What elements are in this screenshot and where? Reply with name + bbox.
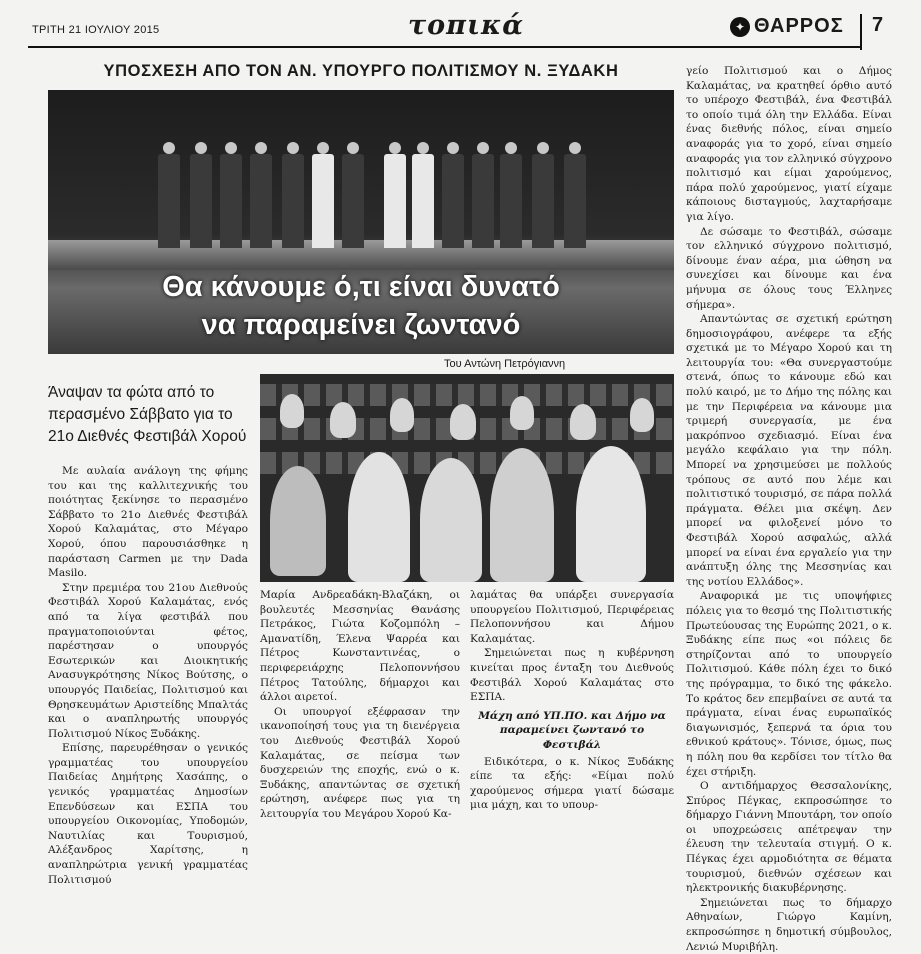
- paragraph: Επίσης, παρευρέθησαν ο γενικός γραμματέας του υπουργείου Παιδείας Δημήτρης Χασάπης, ο γενικός γραμματέας Δημοσίων Επενδύσεων και ΕΣΠΑ του υπουργείου Οικονομίας, Υποδομών, Ναυτιλίας και Τουρισμού, Αλέξανδρος Χαρίτσης, η αναπληρώτρια γενική γραμματέας Πολιτισμού: [48, 742, 248, 886]
- paragraph: Οι υπουργοί εξέφρασαν την ικανοποίησή τους για τη διενέργεια του Διεθνούς Φεστιβάλ Χορού Καλαμάτας, σε πείσμα των δυσχερειών της εποχής, ενώ ο κ. Ξυδάκης, απαντώντας σε σχετική ερώτηση, ανέφερε πως για τη λειτουργία του Μεγάρου Χορού Κα-: [260, 705, 460, 820]
- audience-member: [630, 398, 654, 432]
- audience-member: [280, 394, 304, 428]
- performer-figure: [342, 142, 364, 248]
- audience-member: [270, 466, 326, 576]
- performer-figure: [412, 142, 434, 248]
- seat-row: [260, 384, 674, 406]
- paragraph: Ο αντιδήμαρχος Θεσσαλονίκης, Σπύρος Πέγκας, εκπροσώπησε το δήμαρχο Γιάννη Μπουτάρη, τον οποίο οι υποχρεώσεις απέτρεψαν την έλευση την τελευταία στιγμή. Ο κ. Πέγκας έχει αρμοδιότητα σε θέματα τουρισμού, διεθνών σχέσεων και ηλεκτρονικής διακυβέρνησης.: [686, 780, 892, 895]
- header-divider: [860, 14, 862, 50]
- paragraph: Δε σώσαμε το Φεστιβάλ, σώσαμε τον ελληνικό σύγχρονο πολιτισμό, δίνουμε έναν αέρα, μια ώθηση να συνεχίσει και δίνουμε και ένα μήνυμα σε όλους τους Έλληνες σήμερα».: [686, 225, 892, 311]
- article-lead: Άναψαν τα φώτα από το περασμένο Σάββατο για το 21ο Διεθνές Φεστιβάλ Χορού: [48, 384, 247, 445]
- paragraph: Με αυλαία ανάλογη της φήμης του και της καλλιτεχνικής του ποιότητας ξεκίνησε το περασμένο Σάββατο το 21ο Διεθνές Φεστιβάλ Χορού Καλαμάτας, στο Μέγαρο Χορού, όπου παρουσιάσθηκε η παράσταση Carmen με την Dada Masilo.: [48, 465, 248, 580]
- photo-title-line2: να παραμείνει ζωντανό: [201, 309, 521, 341]
- audience-member: [450, 404, 476, 440]
- performer-figure: [564, 142, 586, 248]
- paragraph: γείο Πολιτισμού και ο Δήμος Καλαμάτας, να κρατηθεί όρθιο αυτό το υπέροχο Φεστιβάλ, ένα Φεστιβάλ το οποίο τιμά όλη την Ελλάδα. Είναι ένας διεθνής πόλος, είναι σημείο αναφοράς για το χορό, είναι σημείο αναφοράς για τον ελληνικό σύγχρονο πολιτισμό και είμαι χαρούμενος, πάρα πολύ χαρούμενος, γιατί είχαμε κάποιους δισταγμούς, λαχταρήσαμε για λίγο.: [686, 65, 892, 223]
- paragraph: Στην πρεμιέρα του 21ου Διεθνούς Φεστιβάλ Χορού Καλαμάτας, ενός από τα λίγα φεστιβάλ που πραγματοποιούνται φέτος, παρέστησαν ο υπουργός Εσωτερικών και Διοικητικής Ανασυγκρότησης Νίκος Βούτσης, ο υπουργός Παιδείας, Πολιτισμού και Θρησκευμάτων Αριστείδης Μπαλτάς και ο αναπληρωτής υπουργός Πολιτισμού Νίκος Ξυδάκης.: [48, 581, 248, 740]
- performer-figure: [442, 142, 464, 248]
- audience-photo: [260, 374, 674, 582]
- audience-member: [330, 402, 356, 438]
- article-headline: ΥΠΟΣΧΕΣΗ ΑΠΟ ΤΟΝ ΑΝ. ΥΠΟΥΡΓΟ ΠΟΛΙΤΙΣΜΟΥ Ν. ΞΥΔΑΚΗ: [103, 62, 619, 80]
- paragraph: Απαντώντας σε σχετική ερώτηση δημοσιογράφου, ανέφερε τα εξής σχετικά με το Μέγαρο Χορού και τη λειτουργία του: «Θα συνεργαστούμε στενά, όπως το κάνουμε εδώ και πολύ καιρό, με το Δήμο της πόλης και με την Περιφέρεια να κάνουμε μια τριμερή συνεργασία, με ένα μακρόπνοο σχεδιασμό. Είναι ένα μεγάλο κεφάλαιο για την πόλη. Μπορεί να χρησιμεύσει με πολλούς τρόπους σε αυτό που λέμε και πολιτιστικό τουρισμό, σε πάρα πολλά πράγματα. Θέλει μια σκέψη. Δεν μπορεί να φιλοξενεί μόνο το Φεστιβάλ Χορού ασφαλώς, αλλά μπορεί να είναι ένα εργαλείο για την ανάπτυξη όλης της Μεσσηνίας και της νοτίου Ελλάδος».: [686, 313, 892, 588]
- text-column-4: [686, 64, 892, 953]
- audience-member: [420, 458, 482, 582]
- photo-title-line1: Θα κάνουμε ό,τι είναι δυνατό: [162, 271, 560, 303]
- paragraph: Αναφορικά με τις υποψήφιες πόλεις για το θεσμό της Πολιτιστικής Πρωτεύουσας της Ευρώπης 2021, ο κ. Ξυδάκης είπε πως «οι πόλεις δε στηρίζονται από το υπουργείο Πολιτισμού. Κάθε πόλη έχει το δικό της πρόγραμμα, το δικό της φάκελο. Το κράτος δεν επεμβαίνει σε αυτά τα πράγματα, είναι ένας ευρωπαϊκός διαγωνισμός, ξεπερνά τα όρια του εθνικού κράτους». Τόνισε, όμως, πως η πόλη που θα κερδίσει τον τίτλο θα έχει στήριξη.: [686, 590, 892, 778]
- header-rule: [28, 46, 862, 48]
- performer-figure: [532, 142, 554, 248]
- newspaper-name: ΘΑΡΡΟΣ: [754, 15, 844, 37]
- performer-figure: [312, 142, 334, 248]
- performer-figure: [500, 142, 522, 248]
- audience-member: [570, 404, 596, 440]
- performer-figure: [282, 142, 304, 248]
- audience-member: [490, 448, 554, 582]
- subheading: Μάχη από ΥΠ.ΠΟ. και Δήμο να παραμείνει ζωντανό το Φεστιβάλ: [478, 709, 666, 751]
- audience-member: [390, 398, 414, 432]
- performer-figure: [158, 142, 180, 248]
- emblem-icon: ✦: [730, 17, 750, 37]
- text-column-1: [48, 464, 248, 886]
- performer-figure: [190, 142, 212, 248]
- paragraph: Σημειώνεται πως το δήμαρχο Αθηναίων, Γιώργο Καμίνη, εκπροσώπησε η δημοτική σύμβουλος, Λενιώ Μυριβήλη.: [686, 896, 892, 953]
- photo-overlay-title: [48, 268, 674, 344]
- performer-figure: [384, 142, 406, 248]
- audience-member: [510, 396, 534, 430]
- paragraph: Σημειώνεται πως η κυβέρνηση κινείται προς ένταξη του Διεθνούς Φεστιβάλ Χορού Καλαμάτας στο ΕΣΠΑ.: [470, 647, 674, 704]
- page-number: 7: [872, 14, 884, 36]
- text-column-2: [260, 588, 460, 820]
- performer-figure: [220, 142, 242, 248]
- issue-date: ΤΡΙΤΗ 21 ΙΟΥΛΙΟΥ 2015: [32, 24, 160, 36]
- audience-member: [348, 452, 410, 582]
- stage-photo: [48, 90, 674, 354]
- performer-figure: [250, 142, 272, 248]
- text-column-3: [470, 588, 674, 812]
- paragraph: Ειδικότερα, ο κ. Νίκος Ξυδάκης είπε τα εξής: «Είμαι πολύ χαρούμενος σήμερα γιατί δώσαμε μια μάχη, και το υπουρ-: [470, 755, 674, 812]
- newspaper-logo: [730, 15, 844, 38]
- section-title: τοπικά: [408, 10, 525, 41]
- performer-figure: [472, 142, 494, 248]
- paragraph: Μαρία Ανδρεαδάκη-Βλαζάκη, οι βουλευτές Μεσσηνίας Θανάσης Πετράκος, Γιώτα Κοζομπόλη – Αμανατίδη, Έλενα Ψαρρέα και Πέτρος Κωνσταντινέας, ο περιφερειάρχης Πελοποννήσου Πέτρος Τατούλης, δήμαρχοι και άλλοι αιρετοί.: [260, 589, 460, 704]
- audience-member: [576, 446, 646, 582]
- paragraph: λαμάτας θα υπάρξει συνεργασία υπουργείου Πολιτισμού, Περιφέρειας Πελοποννήσου και Δήμου Καλαμάτας.: [470, 589, 674, 645]
- byline: Του Αντώνη Πετρόγιαννη: [444, 358, 566, 370]
